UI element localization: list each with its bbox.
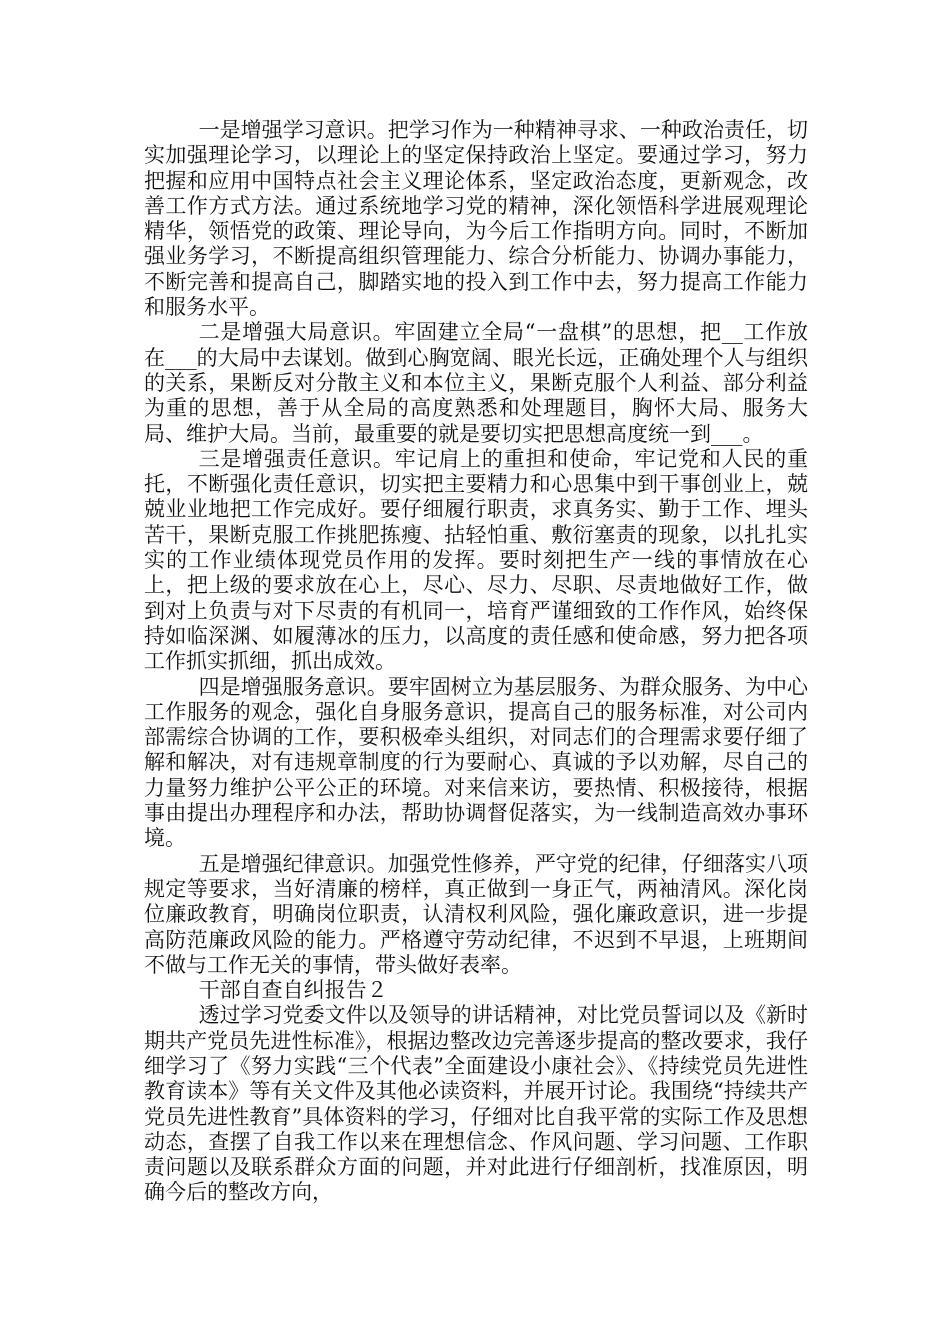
paragraph-report-intro: 透过学习党委文件以及领导的讲话精神，对比党员誓词以及《新时期共产党员先进性标准》，根据边整改边完善逐步提高的整改要求，我仔细学习了《努力实践“三个代表”全面建设小康社会》、《持续党员先进性教育读本》等有关文件及其他必读资料，并展开讨论。我围绕“持续共产党员先进性教育”具体资料的学习，仔细对比自我平常的实际工作及思想动态，查摆了自我工作以来在理想信念、作风问题、学习问题、工作职责问题以及联系群众方面的问题，并对此进行仔细剖析，找准原因，明确今后的整改方向， [144,1003,808,1205]
paragraph-overall: 二是增强大局意识。牢固建立全局“一盘棋”的思想，把__工作放在___的大局中去谋划。做到心胸宽阔、眼光长远，正确处理个人与组织的关系，果断反对分散主义和本位主义，果断克服个人利益、部分利益为重的思想，善于从全局的高度熟悉和处理题目，胸怀大局、服务大局、维护大局。当前，最重要的就是要切实把思想高度统一到___。 [144,320,808,446]
document-page [144,118,808,1206]
section-heading: 干部自查自纠报告２ [198,978,388,1003]
paragraph-service: 四是增强服务意识。要牢固树立为基层服务、为群众服务、为中心工作服务的观念，强化自身服务意识，提高自己的服务标准，对公司内部需综合协调的工作，要积极牵头组织，对同志们的合理需求要仔细了解和解决，对有违规章制度的行为要耐心、真诚的予以劝解，尽自己的力量努力维护公平公正的环境。对来信来访，要热情、积极接待，根据事由提出办理程序和办法，帮助协调督促落实，为一线制造高效办事环境。 [144,674,808,851]
paragraph-responsibility: 三是增强责任意识。牢记肩上的重担和使命，牢记党和人民的重托，不断强化责任意识，切实把主要精力和心思集中到干事创业上，兢兢业业地把工作完成好。要仔细履行职责，求真务实、勤于工作、埋头苦干，果断克服工作挑肥拣瘦、拈轻怕重、敷衍塞责的现象，以扎扎实实的工作业绩体现党员作用的发挥。要时刻把生产一线的事情放在心上，把上级的要求放在心上，尽心、尽力、尽职、尽责地做好工作，做到对上负责与对下尽责的有机同一，培育严谨细致的工作作风，始终保持如临深渊、如履薄冰的压力，以高度的责任感和使命感，努力把各项工作抓实抓细，抓出成效。 [144,446,808,674]
paragraph-discipline: 五是增强纪律意识。加强党性修养，严守党的纪律，仔细落实八项规定等要求，当好清廉的榜样，真正做到一身正气，两袖清风。深化岗位廉政教育，明确岗位职责，认清权利风险，强化廉政意识，进一步提高防范廉政风险的能力。严格遵守劳动纪律，不迟到不早退，上班期间不做与工作无关的事情，带头做好表率。 [144,851,808,977]
paragraph-learning: 一是增强学习意识。把学习作为一种精神寻求、一种政治责任，切实加强理论学习，以理论上的坚定保持政治上坚定。要通过学习，努力把握和应用中国特点社会主义理论体系，坚定政治态度，更新观念，改善工作方式方法。通过系统地学习党的精神，深化领悟科学进展观理论精华，领悟党的政策、理论导向，为今后工作指明方向。同时，不断加强业务学习，不断提高组织管理能力、综合分析能力、协调办事能力，不断完善和提高自己，脚踏实地的投入到工作中去，努力提高工作能力和服务水平。 [144,118,808,320]
